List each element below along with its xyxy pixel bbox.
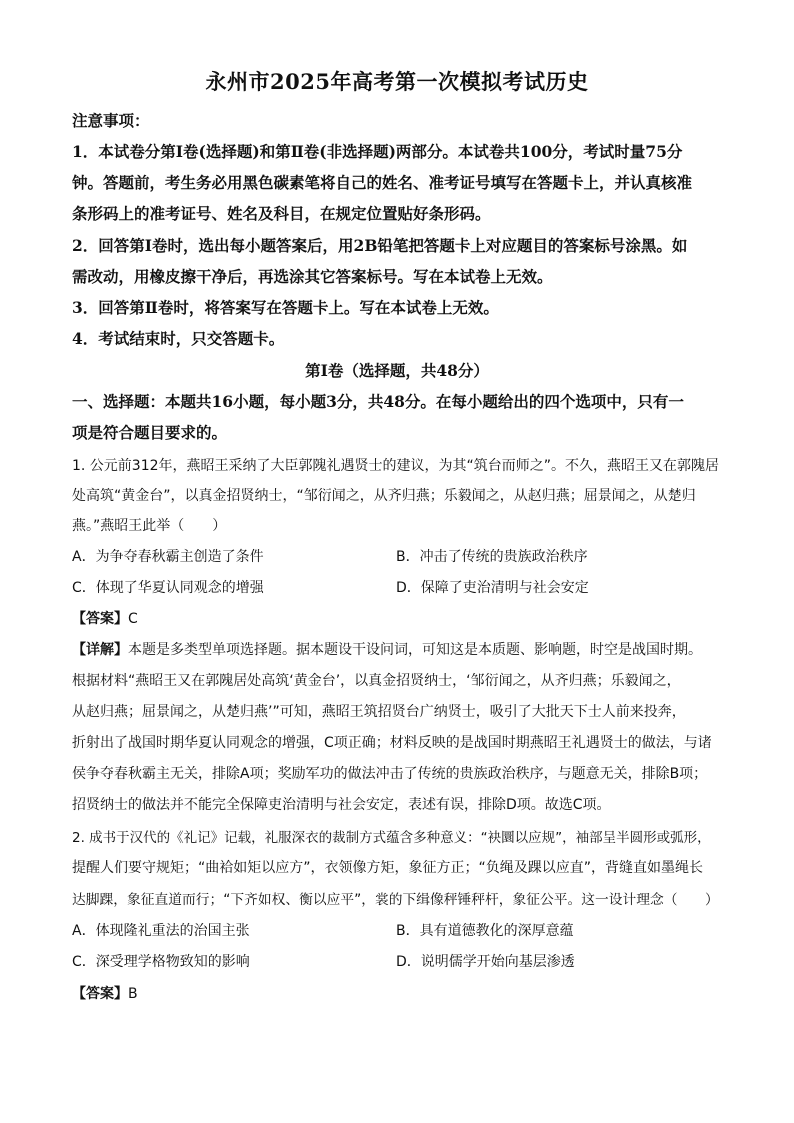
question-stem-line: 提醒人们要守规矩；“曲袷如矩以应方”，衣领像方矩，象征方正；“负绳及踝以应直”，背缝直如墨绳长 [72,860,704,876]
option-a: A．体现隆礼重法的治国主张 [72,923,250,939]
answer-row [72,608,138,628]
question-stem-line: 燕。”燕昭王此举（ ） [72,518,227,534]
option-b: B．冲击了传统的贵族政治秩序 [396,549,588,565]
detail-line: 根据材料“燕昭王又在郭隗居处高筑‘黄金台’，以真金招贤纳士，‘邹衍闻之，从齐归燕；乐毅闻之， [72,673,681,689]
page-title: 永州市2025年高考第一次模拟考试历史 [205,69,589,94]
question-stem-line: 1. 公元前312年，燕昭王采纳了大臣郭隗礼遇贤士的建议，为其“筑台而师之”。不久，燕昭王又在郭隗居 [72,458,720,474]
notes-heading: 注意事项： [72,111,150,130]
notes-line: 4．考试结束时，只交答题卡。 [72,329,285,348]
answer-value: B [128,986,138,1002]
question-stem-line: 达脚踝，象征直道而行；“下齐如权、衡以应平”，裳的下缉像秤锤秤杆，象征公平。这一设计理念（ ） [72,892,719,908]
detail-label: 【详解】 [72,642,128,658]
notes-line: 条形码上的准考证号、姓名及科目，在规定位置贴好条形码。 [72,204,491,223]
notes-line: 2．回答第Ⅰ卷时，选出每小题答案后，用2B铅笔把答题卡上对应题目的答案标号涂黑。如 [72,236,688,255]
detail-line: 侯争夺春秋霸主无关，排除A项；奖励军功的做法冲击了传统的贵族政治秩序，与题意无关，排除B项； [72,766,708,782]
detail-line: 从赵归燕；屈景闻之，从楚归燕’”可知，燕昭王筑招贤台广纳贤士，吸引了大批天下士人前来投奔， [72,704,686,720]
question-stem-line: 处高筑“黄金台”，以真金招贤纳士，“邹衍闻之，从齐归燕；乐毅闻之，从赵归燕；屈景闻之，从楚归 [72,488,696,504]
detail-row [72,639,702,659]
question-stem-line: 2. 成书于汉代的《礼记》记载，礼服深衣的裁制方式蕴含多种意义：“袂圜以应规”，袖部呈半圆形或弧形， [72,830,711,846]
section-intro-line: 项是符合题目要求的。 [72,423,228,442]
answer-row [72,983,138,1003]
notes-line: 3．回答第Ⅱ卷时，将答案写在答题卡上。写在本试卷上无效。 [72,298,499,317]
option-c: C．体现了华夏认同观念的增强 [72,580,264,596]
notes-line: 钟。答题前，考生务必用黑色碳素笔将自己的姓名、准考证号填写在答题卡上，并认真核准 [72,173,693,192]
option-a: A．为争夺春秋霸主创造了条件 [72,549,264,565]
option-c: C．深受理学格物致知的影响 [72,954,250,970]
section-intro-line: 一、选择题：本题共16小题，每小题3分，共48分。在每小题给出的四个选项中，只有一 [72,392,684,411]
option-d: D．保障了吏治清明与社会安定 [396,580,589,596]
notes-line: 1．本试卷分第Ⅰ卷(选择题)和第Ⅱ卷(非选择题)两部分。本试卷共100分，考试时量75分 [72,142,683,161]
section-title: 第Ⅰ卷（选择题，共48分） [305,361,489,380]
detail-line: 招贤纳士的做法并不能完全保障吏治清明与社会安定，表述有误，排除D项。故选C项。 [72,797,611,813]
answer-label: 【答案】 [72,611,128,627]
detail-text: 本题是多类型单项选择题。据本题设干设问词，可知这是本质题、影响题，时空是战国时期。 [128,642,702,658]
answer-label: 【答案】 [72,986,128,1002]
notes-line: 需改动，用橡皮擦干净后，再选涂其它答案标号。写在本试卷上无效。 [72,267,553,286]
option-d: D．说明儒学开始向基层渗透 [396,954,575,970]
option-b: B．具有道德教化的深厚意蕴 [396,923,574,939]
answer-value: C [128,611,138,627]
detail-line: 折射出了战国时期华夏认同观念的增强，C项正确；材料反映的是战国时期燕昭王礼遇贤士的做法，与诸 [72,735,712,751]
